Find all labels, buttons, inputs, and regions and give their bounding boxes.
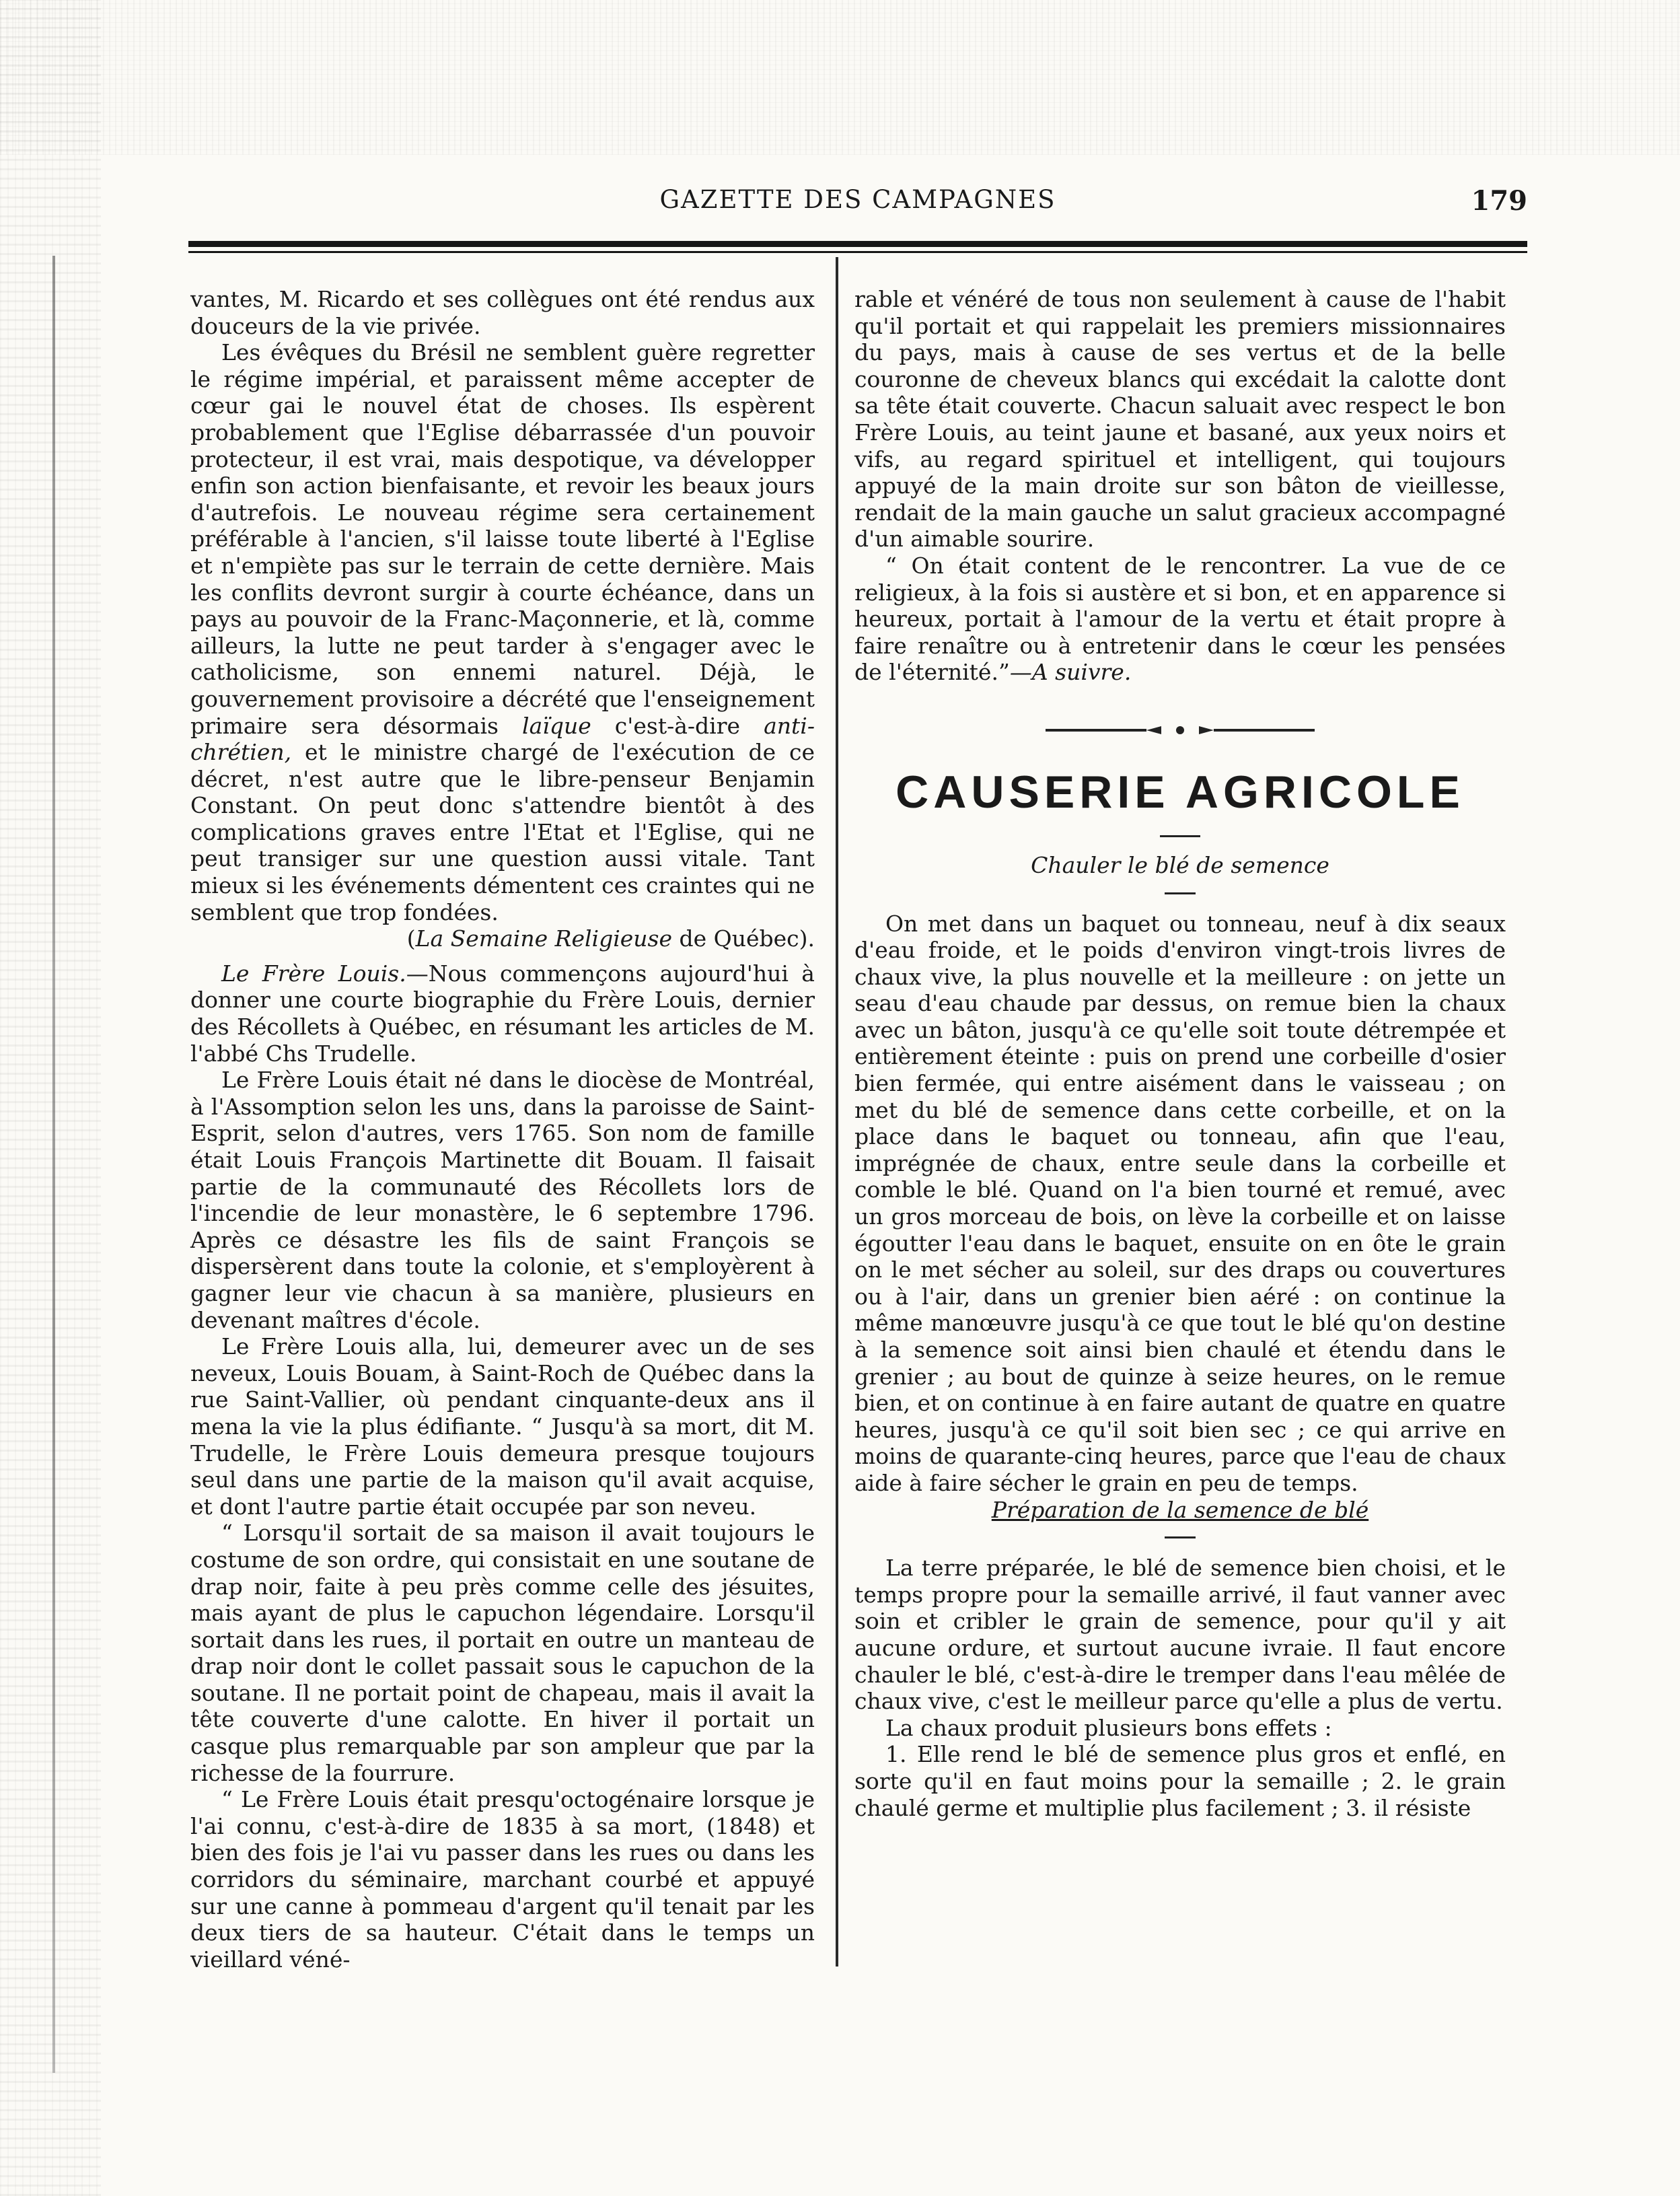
- paragraph: “ Le Frère Louis était presqu'octogénaire lorsque je l'ai connu, c'est-à-dire de 1835 à sa mort, (1848) et bien des fois je l'ai vu passer dans les rues ou dans les corridors du séminaire, marchant courbé et appuyé sur une canne à pommeau d'argent qu'il tenait par les deux tiers de sa hauteur. C'était dans le temps un vieillard véné-: [190, 1786, 815, 1973]
- page-header: [188, 185, 1527, 225]
- paragraph: Le Frère Louis alla, lui, demeurer avec un de ses neveux, Louis Bouam, à Saint-Roch de Québec dans la rue Saint-Vallier, où pendant cinquante-deux ans il mena la vie la plus édifiante. “ Jusqu'à sa mort, dit M. Trudelle, le Frère Louis demeura presque toujours seul dans une partie de la maison qu'il avait acquise, et dont l'autre partie était occupée par son neveu.: [190, 1333, 815, 1520]
- a-suivre-label: —A suivre.: [1009, 659, 1132, 686]
- text-run: c'est-à-dire: [591, 712, 764, 739]
- page-number: 179: [1471, 185, 1527, 217]
- paragraph-frere-louis-intro: [190, 960, 815, 1067]
- article-lead: Le Frère Louis.: [221, 960, 406, 987]
- source-citation: [190, 925, 815, 952]
- subhead-dash: [1165, 1536, 1196, 1538]
- source-title: La Semaine Religieuse: [415, 925, 673, 952]
- header-rule-thin: [188, 251, 1527, 253]
- header-rule-thick: [188, 241, 1527, 247]
- paragraph-a-suivre: [854, 553, 1506, 686]
- paragraph: Le Frère Louis était né dans le diocèse de Montréal, à l'Assomption selon les uns, dans la paroisse de Saint-Esprit, selon d'autres, vers 1765. Son nom de famille était Louis François Martinette dit Bouam. Il faisait partie de la communauté des Récollets lors de l'incendie de leur monastère, le 6 septembre 1796. Après ce désastre les fils de saint François se dispersèrent dans toute la colonie, et s'employèrent à gagner leur vie chacun à sa manière, plusieurs en devenant maîtres d'école.: [190, 1067, 815, 1333]
- scan-noise-left: [0, 0, 101, 2196]
- paragraph: “ Lorsqu'il sortait de sa maison il avait toujours le costume de son ordre, qui consistait en une soutane de drap noir, faite à peu près comme celle des jésuites, mais ayant de plus le capuchon légendaire. Lorsqu'il sortait dans les rues, il portait en outre un manteau de drap noir dont le collet passait sous le capuchon de la soutane. Il ne portait point de chapeau, mais il avait la tête couverte d'une calotte. En hiver il portait un casque plus remarquable par son ampleur que par la richesse de la fourrure.: [190, 1520, 815, 1786]
- title-dash: [1160, 835, 1200, 837]
- section-title: CAUSERIE AGRICOLE: [896, 766, 1465, 818]
- column-divider: [836, 257, 838, 1967]
- binding-edge: [52, 256, 55, 2073]
- text-run: Les évêques du Brésil ne semblent guère regretter le régime impérial, et paraissent même accepter de cœur gai le nouvel état de choses. Ils espèrent probablement que l'Eglise débarrassée d'un pouvoir protecteur, il est vrai, mais despotique, va développer enfin son action bienfaisante, et revoir les beaux jours d'autrefois. Le nouveau régime sera certainement préférable à l'ancien, s'il laisse toute liberté à l'Eglise et n'empiète pas sur le terrain de cette dernière. Mais les conflits devront surgir à courte échéance, dans un pays au pouvoir de la Franc-Maçonnerie, et là, comme ailleurs, la lutte ne peut tarder à s'engager avec le catholicisme, son ennemi naturel. Déjà, le gouvernement provisoire a décrété que l'enseignement primaire sera désormais: [190, 339, 815, 739]
- paragraph-bresil: [190, 339, 815, 925]
- subheading: Préparation de la semence de blé: [991, 1496, 1369, 1523]
- text-run: (: [406, 925, 416, 952]
- paragraph: On met dans un baquet ou tonneau, neuf à dix seaux d'eau froide, et le poids d'environ vingt-trois livres de chaux vive, la plus nouvelle et la meilleure : on jette un seau d'eau chaude par dessus, on remue bien la chaux avec un bâton, jusqu'à ce qu'elle soit toute détrempée et entièrement éteinte : puis on prend une corbeille d'osier bien fermée, qui entre aisément dans le vaisseau ; on met du blé de semence dans cette corbeille, et on la place dans le baquet ou tonneau, afin que l'eau, imprégnée de chaux, entre seule dans la corbeille et comble le blé. Quand on l'a bien tourné et remué, avec un gros morceau de bois, on lève la corbeille et on laisse égoutter l'eau dans le baquet, ensuite on en ôte le grain on le met sécher au soleil, sur des draps ou couvertures ou à l'air, dans un grenier bien aéré : on continue la même manœuvre jusqu'à ce que tout le blé qu'on destine à la semence soit ainsi bien chaulé et étendu dans le grenier ; au bout de quinze à seize heures, on le remue bien, et on continue à en faire autant de quatre en quatre heures, jusqu'à ce qu'il soit bien sec ; ce qui arrive en moins de quarante-cinq heures, parce que l'eau de chaux aide à faire sécher le grain en peu de temps.: [854, 910, 1506, 1496]
- running-title: GAZETTE DES CAMPAGNES: [659, 185, 1056, 214]
- subheading: Chauler le blé de semence: [1031, 851, 1329, 878]
- italic-term: laïque: [522, 712, 591, 739]
- paragraph: vantes, M. Ricardo et ses collègues ont été rendus aux douceurs de la vie privée.: [190, 286, 815, 339]
- left-column: [190, 286, 815, 1973]
- italic-term: anti-chrétien,: [190, 712, 815, 766]
- scan-noise-top: [0, 0, 1680, 155]
- text-run: de Québec).: [672, 925, 815, 952]
- paragraph: 1. Elle rend le blé de semence plus gros et enflé, en sorte qu'il en faut moins pour la semaille ; 2. le grain chaulé germe et multiplie plus facilement ; 3. il résiste: [854, 1741, 1506, 1821]
- paragraph: rable et vénéré de tous non seulement à cause de l'habit qu'il portait et qui rappelait les premiers missionnaires du pays, mais à cause de ses vertus et de la belle couronne de cheveux blancs qui excédait la calotte dont sa tête était couverte. Chacun saluait avec respect le bon Frère Louis, au teint jaune et basané, aux yeux noirs et vifs, au regard spirituel et intelligent, qui toujours appuyé de la main droite sur son bâton de vieillesse, rendait de la main gauche un salut gracieux accompagné d'un aimable sourire.: [854, 286, 1506, 553]
- text-run: et le ministre chargé de l'exécution de ce décret, n'est autre que le libre-penseur Benjamin Constant. On peut donc s'attendre bientôt à des complications graves entre l'Etat et l'Eglise, qui ne peut transiger sur une question aussi vitale. Tant mieux si les événements démentent ces craintes qui ne semblent que trop fondées.: [190, 739, 815, 925]
- right-column: [854, 286, 1506, 1821]
- text-run: —Nous commençons aujourd'hui à donner une courte biographie du Frère Louis, dernier des Récollets à Québec, en résumant les articles de M. l'abbé Chs Trudelle.: [190, 960, 815, 1067]
- section-ornament: [1046, 725, 1315, 736]
- subhead-dash: [1165, 892, 1196, 894]
- paragraph: La terre préparée, le blé de semence bien choisi, et le temps propre pour la semaille arrivé, il faut vanner avec soin et cribler le grain de semence, pour qu'il y ait aucune ordure, et surtout aucune ivraie. Il faut encore chauler le blé, c'est-à-dire le tremper dans l'eau mêlée de chaux vive, c'est le meilleur parce qu'elle a plus de vertu.: [854, 1555, 1506, 1715]
- paragraph: La chaux produit plusieurs bons effets :: [885, 1714, 1332, 1741]
- text-run: “ On était content de le rencontrer. La vue de ce religieux, à la fois si austère et si bon, et en apparence si heureux, portait à l'amour de la vertu et était propre à faire renaître ou à entretenir dans le cœur les pensées de l'éternité.”: [854, 552, 1506, 686]
